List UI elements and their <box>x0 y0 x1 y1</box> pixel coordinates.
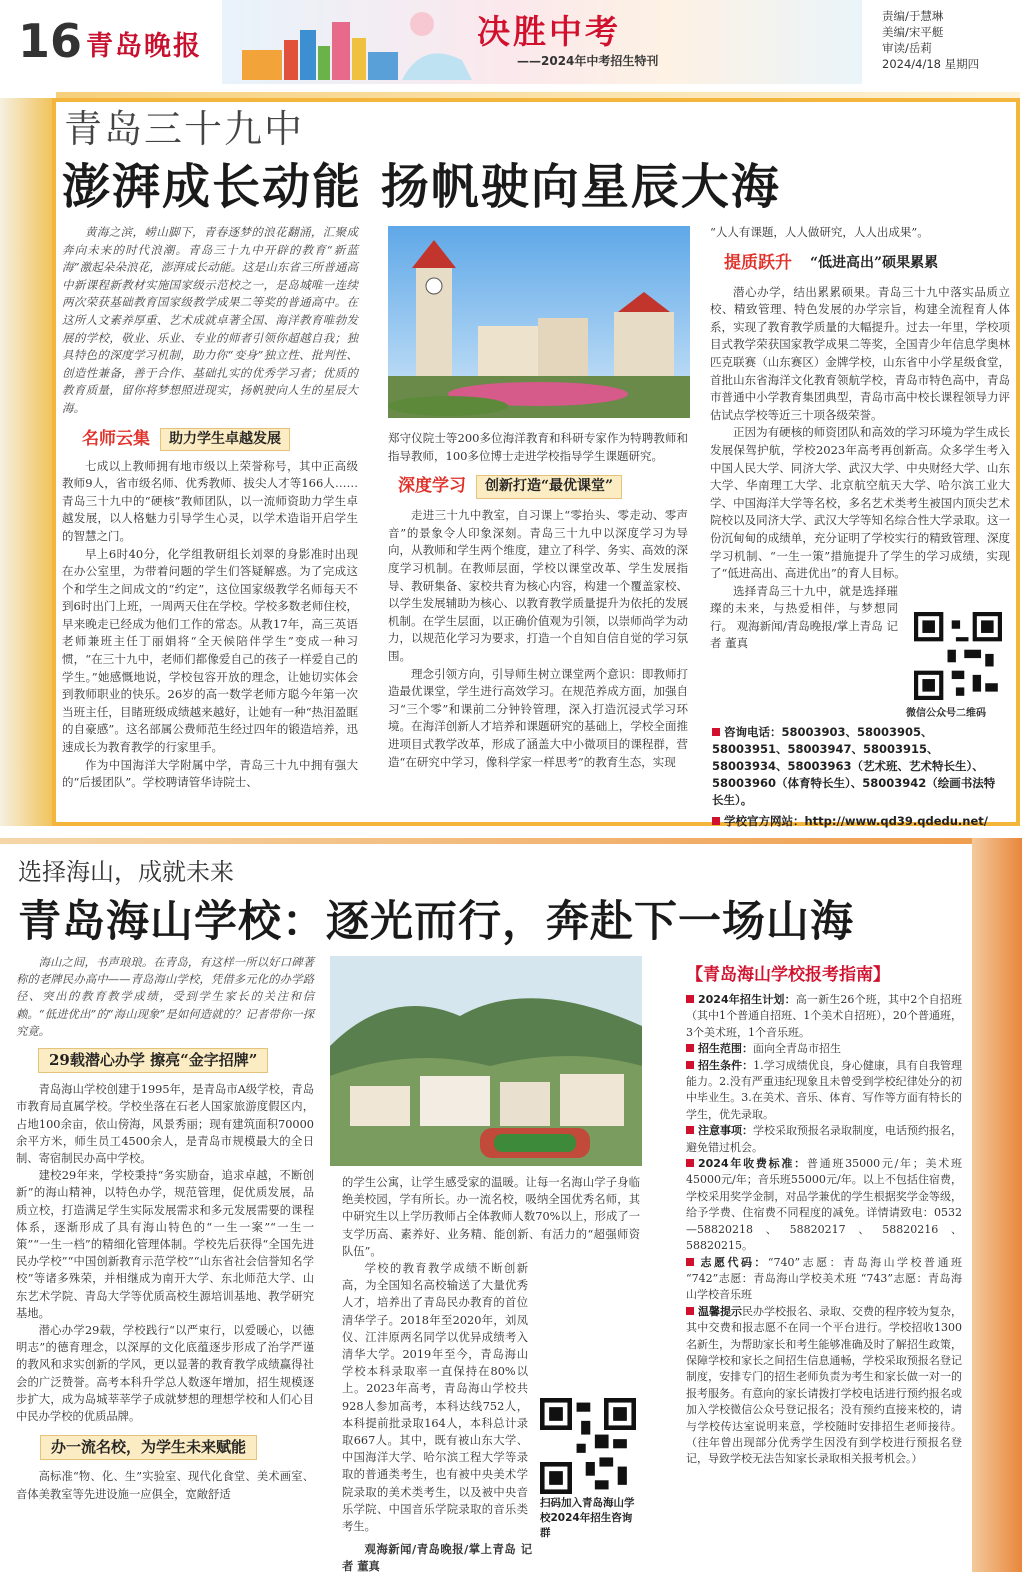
paragraph: 走进三十九中教室，自习课上“零抬头、零走动、零声音”的景象令人印象深刻。青岛三十九中以深度学习为导向，从教师和学生两个维度，建立了科学、务实、高效的深度学习机制。在教师层面，学校以课堂改革、学生发展指导、教研集备、家校共育为核心内容，构建一个覆盖家校、以学生发展辅助为核心、以教育教学质量提升为依托的发展机制。在学生层面，以正确价值观为引领，以崇师尚学为动力，以规范化学习为要求，打造一个自知自信自觉的学习氛围。 <box>388 508 688 663</box>
section2-column-1 <box>16 954 314 1503</box>
subhead-box: 助力学生卓越发展 <box>160 428 290 452</box>
subhead-red: 名师云集 <box>82 428 150 449</box>
subhead-red: 提质跃升 <box>724 252 792 273</box>
byline: 观海新闻/青岛晚报/掌上青岛 记者 董真 <box>342 1542 532 1572</box>
qr-caption: 微信公众号二维码 <box>906 708 986 719</box>
guide-item: 志愿代码：“740”志愿：青岛海山学校普通班 “742”志愿：青岛海山学校美术班 “743”志愿：青岛海山学校音乐班 <box>686 1255 962 1302</box>
editor-credits <box>882 8 979 72</box>
section2-headline: 青岛海山学校：逐光而行，奔赴下一场山海 <box>18 897 854 947</box>
paragraph: 七成以上教师拥有地市级以上荣誉称号，其中正高级教师9人，省市级名师、优秀教师、拔尖人才等166人……青岛三十九中的“硬核”教师团队，以一流师资助力学生卓越发展，以人格魅力引导学生心灵，以学术造诣开启学生的智慧之门。 <box>62 458 358 543</box>
paragraph: 理念引领方向，引导师生树立课堂两个意识：即教师打造最优课堂，学生进行高效学习。在规范养成方面，加强自习“三个零”和课前二分钟铃管理，深入打造沉浸式学习环境。在海洋创新人才培养和课题研究的基础上，学校全面推进项目式教学改革，形成了涵盖大中小微项目的课程群，营造“在研究中学习，像科学家一样思考”的教育生态，实现 <box>388 666 688 769</box>
section2-decor-bar <box>972 838 1022 1572</box>
paper-name: 青岛晚报 <box>86 31 202 62</box>
subhead-box: 创新打造“最优课堂” <box>476 475 622 499</box>
bullet-square-icon <box>712 728 720 736</box>
subhead-box: “低进高出”硕果累累 <box>802 253 946 275</box>
section1-headline: 澎湃成长动能 扬帆驶向星辰大海 <box>62 159 781 215</box>
masthead <box>0 0 1024 88</box>
section2-subhead-2: 办一流名校，为学生未来赋能 <box>40 1435 257 1460</box>
paragraph: 的学生公寓，让学生感受家的温暖。让每一名海山学子身临绝美校园，学有所长。办一流名校，吸纳全国优秀名师，其中研究生以上学历教师占全体教师人数70%以上，形成了一支学历高、素养好、业务精、能创新、有活力的“超强师资队伍”。 <box>342 1176 640 1258</box>
section1-intro: 黄海之滨，崂山脚下，青春逐梦的浪花翻涌，汇聚成奔向未来的时代浪潮。青岛三十九中开辟的教育“新蓝海”激起朵朵浪花，澎湃成长动能。这是山东省三所普通高中新课程新教材实施国家级示范校之一，是岛城唯一连续两次荣获基础教育国家级教学成果二等奖的普通高中。在这所人文素养厚重、艺术成就卓著全国、海洋教育唯勃发展的学校，敬业、乐业、专业的师者引领你超越自我；独具特色的深度学习机制，助力你“变身”独立性、批判性、创造性兼备，善于合作、基础扎实的优秀学习者；优质的教育质量，留你将梦想照进现实，扬帆驶向人生的星辰大海。 <box>62 225 358 415</box>
guide-item: 招生范围：面向全青岛市招生 <box>686 1041 962 1057</box>
bullet-square-icon <box>686 1061 694 1069</box>
books-illustration <box>222 0 482 84</box>
paragraph: 郑守仪院士等200多位海洋教育和科研专家作为特聘教师和指导教师，100多位博士走进学校指导学生课题研究。 <box>388 431 688 463</box>
guide-item: 注意事项：学校采取预报名录取制度，电话预约报名，避免错过机会。 <box>686 1124 962 1154</box>
page-number: 16 <box>18 14 83 68</box>
paragraph: “人人有课题，人人做研究，人人出成果”。 <box>710 225 929 239</box>
banner-title: 决胜中考 <box>477 12 621 51</box>
paragraph: 建校29年来，学校秉持“务实励奋，追求卓越，不断创新”的海山精神，以特色办学，规范管理，促优质发展，品质立校，打造满足学生实际发展需求和多元发展需要的课程体系，逐渐形成了具有海山特色的“一生一案”“一生一策”“一生一档”的精细化管理体制。学校先后获得“全国先进民办学校”“中国创新教育示范学校”“山东省社会信誉知名学校”等诸多殊荣，并相继成为南开大学、东北师范大学、山东艺术学院、青岛大学等优质高校生源培训基地、教学研究基地。 <box>16 1169 314 1320</box>
section1-kicker: 青岛三十九中 <box>64 107 305 151</box>
guide-item: 2024年收费标准：普通班35000元/年；美术班45000元/年；音乐班55000元/年。以上不包括住宿费，学校采用奖学金制，对品学兼优的学生根据奖学金等级，给予学费、住宿费不同程度的减免。详情请致电：0532—58820218、58820217、58820216、58820215。 <box>686 1157 962 1253</box>
paragraph: 作为中国海洋大学附属中学，青岛三十九中拥有强大的“后援团队”。学校聘请管华诗院士、 <box>62 757 358 790</box>
bullet-square-icon <box>686 1307 694 1315</box>
paragraph: 潜心办学29载，学校践行“以严束行，以爱暖心，以德明志”的德育理念，以深厚的文化底蕴逐步形成了治学严谨的教风和求实创新的学风，更以显著的教育教学成绩赢得社会的广泛赞誉。高考本科升学总人数逐年增加，招生规模逐步扩大，成为岛城莘莘学子成就梦想的理想学校和人们心目中民办学校的优质品牌。 <box>16 1324 314 1424</box>
section1-subhead-2 <box>398 473 688 501</box>
banner <box>222 0 862 84</box>
section1-subhead-3 <box>724 250 1010 278</box>
paragraph: 潜心办学，结出累累硕果。青岛三十九中落实品质立校、精致管理、特色发展的办学宗旨，构建全流程育人体系，实现了教育教学质量的大幅提升。过去一年里，学校项目式教学荣获国家教学成果二等奖，全国青少年信息学奥林匹克联赛（山东赛区）金牌学校，山东省中小学星级食堂，首批山东省海洋文化教育领航学校，青岛市特色高中，青岛市普通中小学教育集团典型，青岛市高中校长课程领导力评估试点学校等近三十项各级荣誉。 <box>710 284 1010 422</box>
school-campus-photo <box>388 226 690 418</box>
section1-column-3 <box>710 224 1010 653</box>
haishan-campus-photo <box>330 956 642 1166</box>
guide-item: 2024年招生计划：高一新生26个班，其中2个自招班（其中1个普通自招班、1个美术自招班），20个普通班，3个美术班，1个音乐班。 <box>686 993 962 1039</box>
section2-intro: 海山之间，书声琅琅。在青岛，有这样一所以好口碑著称的老牌民办高中——青岛海山学校，凭借多元化的办学路径、突出的教育教学成绩，受到学生家长的关注和信赖。“低进优出”的“海山现象”是如何造就的？记者带你一探究竟。 <box>16 956 314 1038</box>
guide-item: 温馨提示民办学校报名、录取、交费的程序较为复杂，其中交费和报志愿不在同一个平台进行。学校招收1300名新生，为帮助家长和考生能够准确及时了解招生政策，保障学校和家长之间招生信息通畅，学校采取预报名登记制度，安排专门的招生老师负责为考生和家长做一对一的报考服务。有意向的家长请拨打学校电话进行预约报名或加入学校微信公众号登记报名；没有预约直接来校的，请与学校传达室说明来意，学校随时安排招生老师接待。（往年曾出现部分优秀学生因没有到学校进行预报名登记，导致学校无法告知家长录取相关报考机会。） <box>686 1304 962 1466</box>
contact-label: 咨询电话： <box>724 725 782 739</box>
paragraph: 正因为有硬核的师资团队和高效的学习环境为学生成长发展保驾护航，学校2023年高考再创新高。众多学生考入中国人民大学、同济大学、武汉大学、中央财经大学、山东大学、华南理工大学、北京航空航天大学、哈尔滨工业大学、中国海洋大学等名校，多名艺术类考生被国内顶尖艺术院校以及同济大学、武汉大学等知名综合性大学录取。这一份沉甸甸的成绩单，充分证明了学校实行的精致管理、深度学习机制、“一生一策”措施提升了学生的学习成绩，实现了“低进高出、高进优出”的育人目标。 <box>710 425 1010 581</box>
bullet-square-icon <box>686 1044 694 1052</box>
bullet-square-icon <box>686 1126 694 1134</box>
guide-title: 【青岛海山学校报考指南】 <box>686 965 890 985</box>
guide-item: 招生条件：1.学习成绩优良，身心健康，具有自我管理能力。2.没有严重违纪现象且未曾受到学校纪律处分的初中毕业生。3.在美术、音乐、体育、写作等方面有特长的学生，优先录取。 <box>686 1058 962 1121</box>
qr-code-icon[interactable] <box>914 612 1002 700</box>
section1-decor-bar <box>0 98 52 826</box>
paragraph: 选择青岛三十九中，就是选择璀璨的未来，与热爱相伴，与梦想同行。 观海新闻/青岛晚报/掌上青岛 记者 董真 <box>710 583 898 651</box>
bullet-square-icon <box>686 1159 694 1167</box>
bullet-square-icon <box>712 817 720 825</box>
credit-line: 责编/于慧琳 <box>882 9 944 23</box>
contact-block <box>712 724 1002 830</box>
credit-line: 美编/宋平艇 <box>882 25 944 39</box>
banner-subtitle: ——2024年中考招生特刊 <box>517 54 659 68</box>
enrollment-guide <box>686 992 962 1468</box>
bullet-square-icon <box>686 995 694 1003</box>
qr-caption: 扫码加入青岛海山学校2024年招生咨询群 <box>540 1497 635 1539</box>
section1-subhead-1 <box>82 426 358 454</box>
section2-kicker: 选择海山，成就未来 <box>18 858 234 886</box>
section2-subhead-1: 29载潜心办学 擦亮“金字招牌” <box>38 1048 268 1073</box>
paragraph: 青岛海山学校创建于1995年，是青岛市A级学校，青岛市教育局直属学校。学校坐落在石老人国家旅游度假区内，占地100余亩，依山傍海，风景秀丽；现有建筑面积70000余平方米，师生员工4500余人，是青岛市规模最大的全日制、寄宿制民办高中学校。 <box>16 1083 314 1166</box>
website-label: 学校官方网站： <box>724 814 805 828</box>
contact-phones: 58003903、58003905、58003951、58003947、58003915、58003934、58003963（艺术班、艺术特长生）、58003960（体育特长生）、58003942（绘画书法特长生）。 <box>712 725 996 807</box>
qr-code-icon[interactable] <box>540 1398 636 1494</box>
section1-column-2 <box>388 430 688 771</box>
bullet-square-icon <box>686 1258 694 1266</box>
subhead-red: 深度学习 <box>398 476 466 497</box>
website-link[interactable]: http://www.qd39.qdedu.net/ <box>804 814 988 828</box>
section1-column-1 <box>62 224 358 792</box>
issue-date: 2024/4/18 星期四 <box>882 57 980 71</box>
credit-line: 审读/岳莉 <box>882 41 932 55</box>
paragraph: 早上6时40分，化学组教研组长刘翠的身影准时出现在办公室里，为带着问题的学生们答疑解惑。为了完成这个和学生之间成文的“约定”，这位国家级教学名师每天不到6时出门上班，一周两天住在学校。学校多数老师住校，早来晚走已经成为他们工作的常态。从教17年，高三英语老师兼班主任丁丽娟将“全天候陪伴学生”变成一种习惯，“在三十九中，老师们都像爱自己的孩子一样爱自己的学生。”她感慨地说，学校包容开放的理念，让她切实体会到教师职业的快乐。26岁的高一数学老师方聪今年第一次当班主任，目睹班级成绩越来越好，让她有一种“热泪盈眶的自豪感”。这名部属公费师范生经过四年的锻造培养，迅速成长为教育教学的行家里手。 <box>62 546 358 755</box>
paragraph: 学校的教育教学成绩不断创新高，为全国知名高校输送了大量优秀人才，培养出了青岛民办教育的首位清华学子。2018年至2020年，刘凤仪、江沣原两名同学以优异成绩考入清华大学。2019年至今，青岛海山学校本科录取率一直保持在80%以上。2023年高考，青岛海山学校共928人参加高考，本科达线752人，本科提前批录取164人，本科总计录取667人。其中，既有被山东大学、中国海洋大学、哈尔滨工程大学等录取的普通类考生，也有被中央美术学院录取的美术类考生，以及被中央音乐学院、中国音乐学院录取的音乐类考生。 <box>342 1262 528 1534</box>
paragraph: 高标准“物、化、生”实验室、现代化食堂、美术画室、音体美教室等先进设施一应俱全，宽敞舒适 <box>16 1470 314 1501</box>
